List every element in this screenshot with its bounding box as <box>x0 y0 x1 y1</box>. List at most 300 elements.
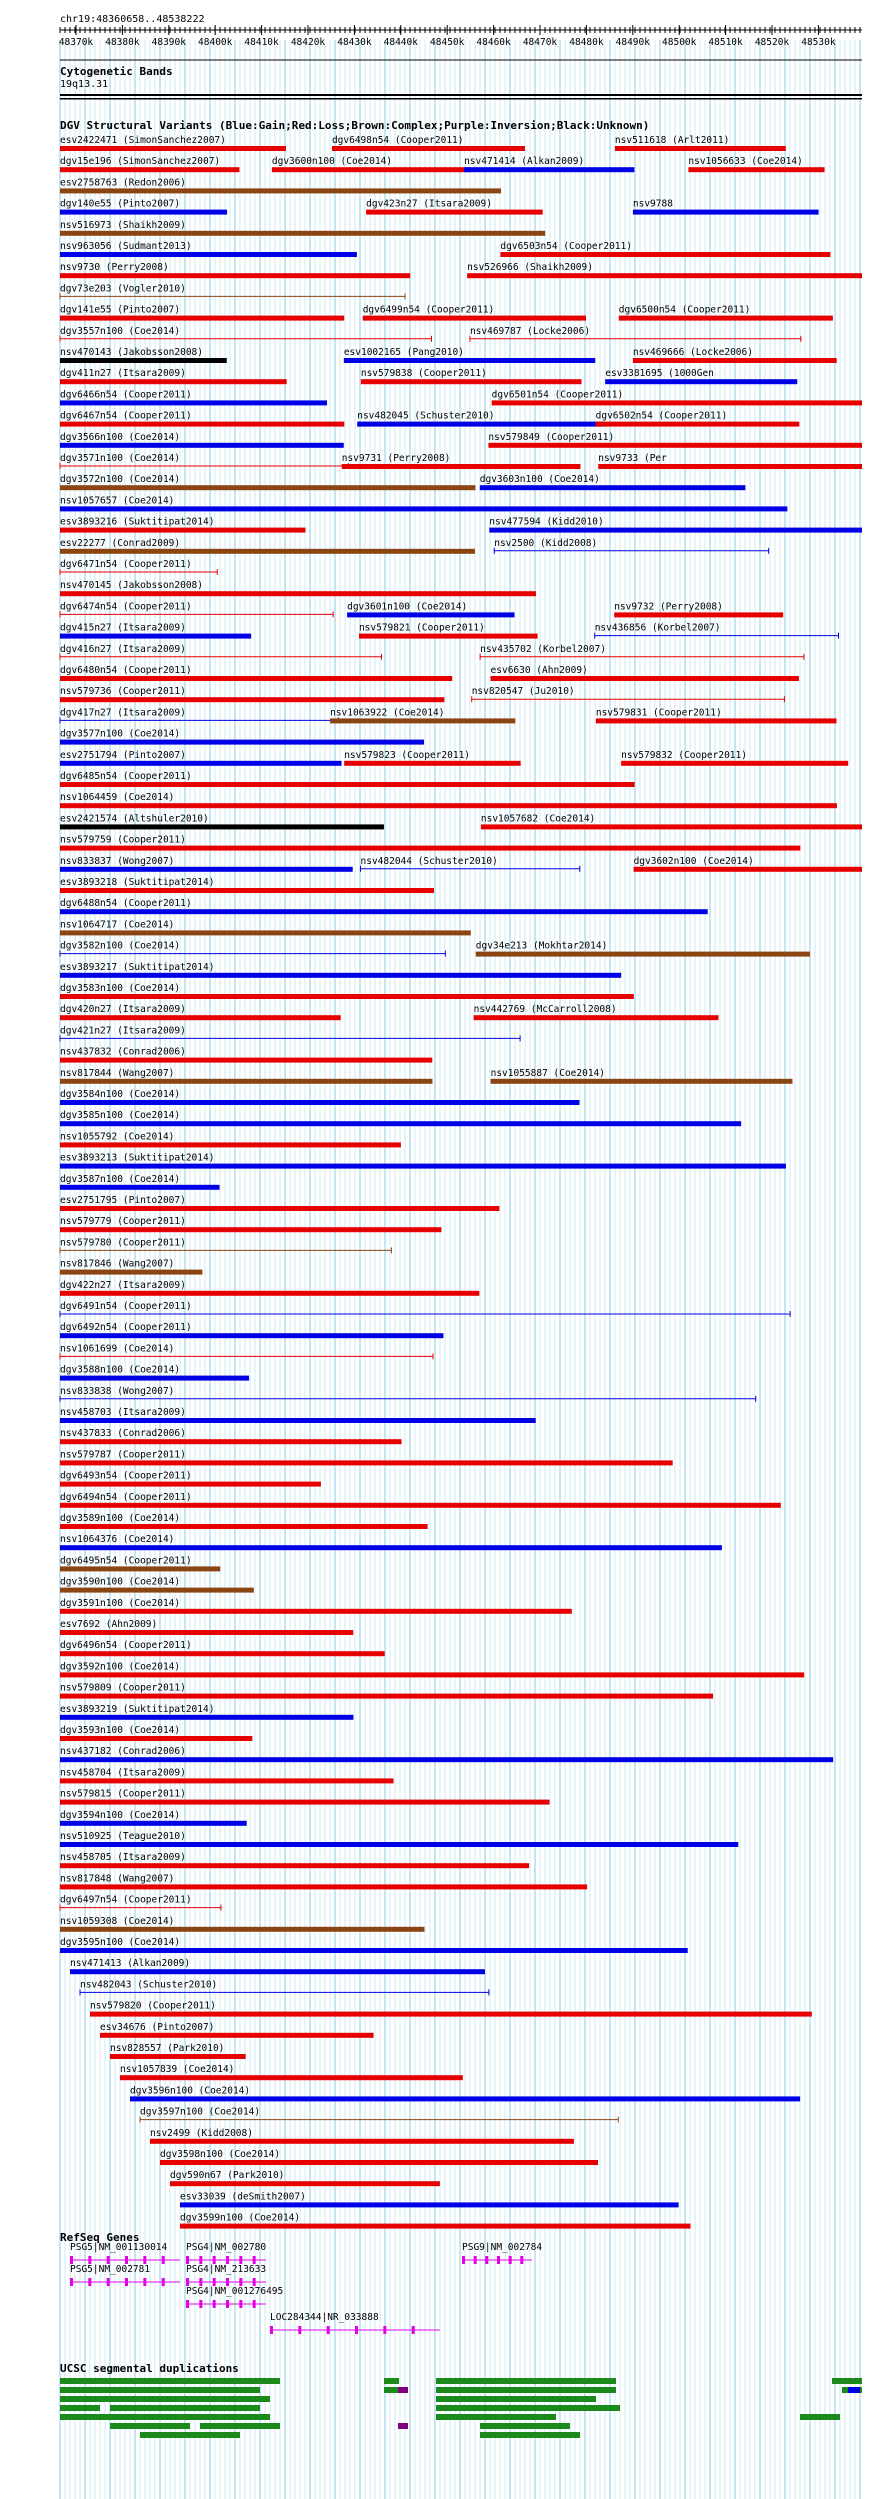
sv-feature-bar <box>60 549 475 554</box>
sv-label: nsv579823 (Cooper2011) <box>344 749 471 761</box>
sv-label: dgv3593n100 (Coe2014) <box>60 1725 181 1736</box>
sv-label: esv3893213 (Suktitipat2014) <box>60 1152 215 1164</box>
sv-label: dgv6480n54 (Cooper2011) <box>60 665 192 676</box>
sv-label: dgv6488n54 (Cooper2011) <box>60 898 192 910</box>
sv-label: dgv3582n100 (Coe2014) <box>60 940 181 952</box>
sv-label: nsv579815 (Cooper2011) <box>60 1788 186 1800</box>
ruler-tick-label: 48460k <box>476 37 511 48</box>
gene-exon <box>253 2278 256 2286</box>
gene-exon <box>125 2256 128 2264</box>
gene-label: LOC284344|NR_033888 <box>270 2312 379 2323</box>
sv-label: nsv469787 (Locke2006) <box>469 325 591 337</box>
gene-exon <box>474 2256 477 2264</box>
sv-feature-bar <box>619 316 833 321</box>
sv-feature-bar <box>180 2202 679 2207</box>
gene-exon <box>412 2326 415 2334</box>
sv-feature-bar <box>160 2160 598 2165</box>
sv-label: dgv6495n54 (Cooper2011) <box>60 1555 192 1567</box>
sv-feature-bar <box>344 761 520 766</box>
sv-label: dgv3600n100 (Coe2014) <box>271 156 392 168</box>
sv-label: dgv3592n100 (Coe2014) <box>60 1661 181 1673</box>
sv-label: dgv3599n100 (Coe2014) <box>180 2212 301 2224</box>
gene-exon <box>253 2256 256 2264</box>
dgv-track-title: DGV Structural Variants (Blue:Gain;Red:Loss;Brown:Complex;Purple:Inversion;Black:Unknown) <box>60 119 650 132</box>
sv-label: nsv579759 (Cooper2011) <box>60 834 186 846</box>
sv-label: esv3893218 (Suktitipat2014) <box>60 877 215 888</box>
sv-feature-bar <box>60 1927 424 1932</box>
sv-feature-bar <box>70 1969 485 1974</box>
position-label: chr19:48360658..48538222 <box>60 14 205 25</box>
cytoband-label: 19q13.31 <box>60 79 109 90</box>
sv-label: dgv6497n54 (Cooper2011) <box>60 1894 192 1906</box>
sv-label: dgv415n27 (Itsara2009) <box>60 622 186 634</box>
sv-feature-bar <box>464 167 634 172</box>
sv-feature-bar <box>359 634 538 639</box>
gene-exon <box>239 2278 242 2286</box>
sv-label: nsv579736 (Cooper2011) <box>60 686 186 698</box>
gene-exon <box>327 2326 330 2334</box>
sv-feature-bar <box>60 1863 529 1868</box>
sv-label: nsv469666 (Locke2006) <box>632 347 753 358</box>
sv-label: dgv6467n54 (Cooper2011) <box>60 410 192 422</box>
sv-feature-bar <box>60 188 501 193</box>
ruler-tick-label: 48370k <box>58 37 94 48</box>
sv-feature-bar <box>60 803 837 808</box>
gene-exon <box>143 2278 146 2286</box>
sv-feature-bar <box>60 528 305 533</box>
segdup-bar <box>436 2414 556 2420</box>
sv-label: dgv6503n54 (Cooper2011) <box>500 241 632 252</box>
sv-label: dgv3589n100 (Coe2014) <box>60 1513 181 1524</box>
segdup-bar <box>480 2432 580 2438</box>
sv-feature-bar <box>60 1100 579 1105</box>
sv-feature-bar <box>60 697 444 702</box>
sv-feature-bar <box>130 2096 800 2101</box>
sv-feature-bar <box>90 2012 812 2017</box>
sv-feature-bar <box>60 1842 738 1847</box>
ruler-tick-label: 48380k <box>105 37 140 48</box>
cytoband-bar <box>60 94 862 96</box>
sv-feature-bar <box>60 1821 247 1826</box>
sv-label: dgv423n27 (Itsara2009) <box>366 198 492 210</box>
sv-label: dgv3603n100 (Coe2014) <box>479 474 600 486</box>
sv-label: esv22277 (Conrad2009) <box>60 537 181 549</box>
sv-label: nsv435702 (Korbel2007) <box>480 643 606 655</box>
sv-label: dgv6500n54 (Cooper2011) <box>618 304 751 316</box>
sv-label: dgv3572n100 (Coe2014) <box>60 474 181 486</box>
segdup-bar <box>436 2378 616 2384</box>
sv-feature-bar <box>60 252 357 257</box>
sv-label: dgv3571n100 (Coe2014) <box>60 453 181 464</box>
sv-feature-bar <box>60 1757 833 1762</box>
gene-exon <box>199 2300 202 2308</box>
gene-label: PSG9|NM_002784 <box>462 2242 543 2253</box>
sv-label: nsv516973 (Shaikh2009) <box>60 219 186 231</box>
sv-feature-bar <box>60 1121 741 1126</box>
segdup-bar <box>480 2423 570 2429</box>
refseq-track-title: RefSeq Genes <box>60 2231 140 2244</box>
sv-label: dgv3557n100 (Coe2014) <box>60 325 181 337</box>
sv-feature-bar <box>60 1651 385 1656</box>
segdup-bar <box>60 2378 280 2384</box>
ruler-tick-label: 48530k <box>801 37 836 48</box>
sv-label: dgv3597n100 (Coe2014) <box>140 2106 261 2118</box>
sv-label: nsv458705 (Itsara2009) <box>60 1852 186 1864</box>
sv-feature-bar <box>60 634 251 639</box>
sv-label: nsv437832 (Conrad2006) <box>60 1046 186 1058</box>
sv-label: nsv437833 (Conrad2006) <box>60 1428 186 1440</box>
gene-exon <box>213 2300 216 2308</box>
gene-exon <box>125 2278 128 2286</box>
sv-feature-bar <box>330 718 515 723</box>
gene-exon <box>383 2326 386 2334</box>
sv-label: dgv6471n54 (Cooper2011) <box>60 559 192 570</box>
sv-feature-bar <box>492 400 862 405</box>
sv-label: nsv1055792 (Coe2014) <box>60 1131 175 1143</box>
gene-exon <box>509 2256 512 2264</box>
sv-label: nsv1057657 (Coe2014) <box>60 495 175 507</box>
sv-feature-bar <box>633 210 819 215</box>
gene-exon <box>107 2256 110 2264</box>
sv-feature-bar <box>272 167 471 172</box>
gene-exon <box>355 2326 358 2334</box>
sv-label: esv3893217 (Suktitipat2014) <box>60 961 215 973</box>
cytoband-bar-lower <box>60 98 862 100</box>
sv-label: esv33039 (deSmith2007) <box>180 2191 306 2203</box>
sv-label: nsv579821 (Cooper2011) <box>358 622 485 634</box>
sv-feature-bar <box>60 1588 254 1593</box>
sv-label: esv3893216 (Suktitipat2014) <box>60 516 215 528</box>
sv-feature-bar <box>634 867 862 872</box>
sv-label: nsv828557 (Park2010) <box>110 2043 225 2054</box>
sv-label: dgv590n67 (Park2010) <box>170 2170 285 2182</box>
sv-feature-bar <box>60 210 227 215</box>
sv-label: nsv9730 (Perry2008) <box>60 262 169 274</box>
sv-feature-bar <box>60 1333 443 1338</box>
sv-label: dgv3601n100 (Coe2014) <box>347 601 468 613</box>
sv-label: nsv470143 (Jakobsson2008) <box>60 347 203 358</box>
sv-label: dgv6499n54 (Cooper2011) <box>362 304 495 316</box>
sv-feature-bar <box>361 379 582 384</box>
sv-label: nsv579820 (Cooper2011) <box>90 2000 216 2012</box>
sv-label: dgv416n27 (Itsara2009) <box>60 643 186 655</box>
sv-label: nsv1064717 (Coe2014) <box>60 919 175 931</box>
sv-label: dgv6498n54 (Cooper2011) <box>331 135 464 146</box>
sv-feature-bar <box>60 146 286 151</box>
sv-feature-bar <box>344 358 595 363</box>
sv-feature-bar <box>60 1270 202 1275</box>
sv-label: esv2751795 (Pinto2007) <box>60 1195 186 1206</box>
gene-label: PSG4|NM_001276495 <box>186 2286 284 2297</box>
segdup-marker <box>398 2423 408 2429</box>
sv-label: dgv73e203 (Vogler2010) <box>60 283 186 295</box>
ruler-tick-label: 48390k <box>151 37 186 48</box>
segdup-bar <box>800 2414 840 2420</box>
gene-exon <box>485 2256 488 2264</box>
sv-feature-bar <box>120 2075 463 2080</box>
gene-exon <box>186 2300 189 2308</box>
sv-label: dgv3584n100 (Coe2014) <box>60 1089 181 1100</box>
sv-label: dgv6485n54 (Cooper2011) <box>60 771 192 782</box>
sv-feature-bar <box>60 824 384 829</box>
sv-feature-bar <box>332 146 525 151</box>
sv-feature-bar <box>60 443 344 448</box>
sv-feature-bar <box>60 1778 394 1783</box>
segdup-bar <box>110 2405 260 2411</box>
sv-label: esv2758763 (Redon2006) <box>60 177 186 189</box>
sv-label: nsv471414 (Alkan2009) <box>464 156 585 168</box>
sv-feature-bar <box>60 591 536 596</box>
sv-label: esv3893219 (Suktitipat2014) <box>60 1703 215 1715</box>
sv-label: nsv579787 (Cooper2011) <box>60 1449 186 1461</box>
sv-label: nsv1059308 (Coe2014) <box>60 1915 175 1927</box>
sv-label: dgv411n27 (Itsara2009) <box>60 368 186 380</box>
sv-label: dgv6493n54 (Cooper2011) <box>60 1470 192 1482</box>
segdup-track-title: UCSC segmental duplications <box>60 2362 239 2375</box>
ruler-tick-label: 48400k <box>198 37 233 48</box>
sv-label: nsv579832 (Cooper2011) <box>621 749 747 761</box>
sv-feature-bar <box>60 1694 713 1699</box>
sv-feature-bar <box>491 1079 793 1084</box>
sv-feature-bar <box>363 316 586 321</box>
segdup-bar <box>140 2432 240 2438</box>
gene-exon <box>143 2256 146 2264</box>
sv-feature-bar <box>60 973 621 978</box>
sv-label: dgv6492n54 (Cooper2011) <box>60 1322 192 1334</box>
sv-feature-bar <box>60 1079 432 1084</box>
cytoband-title: Cytogenetic Bands <box>60 65 173 78</box>
sv-label: dgv3598n100 (Coe2014) <box>160 2149 281 2160</box>
gene-exon <box>497 2256 500 2264</box>
ruler-tick-label: 48510k <box>708 37 743 48</box>
sv-feature-bar <box>481 824 862 829</box>
sv-feature-bar <box>60 1164 786 1169</box>
sv-feature-bar <box>357 422 603 427</box>
sv-label: dgv6501n54 (Cooper2011) <box>491 389 624 401</box>
sv-label: nsv579849 (Cooper2011) <box>488 431 615 443</box>
sv-label: dgv6474n54 (Cooper2011) <box>60 601 192 613</box>
sv-feature-bar <box>60 1609 572 1614</box>
sv-feature-bar <box>488 443 862 448</box>
gene-exon <box>70 2256 73 2264</box>
gene-exon <box>186 2278 189 2286</box>
sv-label: nsv579809 (Cooper2011) <box>60 1682 186 1694</box>
ruler-tick-label: 48410k <box>244 37 279 48</box>
sv-label: dgv3590n100 (Coe2014) <box>60 1576 181 1588</box>
sv-label: dgv34e213 (Mokhtar2014) <box>475 940 608 952</box>
sv-label: dgv3602n100 (Coe2014) <box>633 855 754 867</box>
sv-feature-bar <box>605 379 797 384</box>
sv-feature-bar <box>150 2139 574 2144</box>
sv-feature-bar <box>491 676 799 681</box>
sv-label: nsv579838 (Cooper2011) <box>360 368 487 380</box>
sv-label: dgv6491n54 (Cooper2011) <box>60 1301 192 1312</box>
sv-feature-bar <box>60 676 452 681</box>
gene-exon <box>226 2278 229 2286</box>
gene-exon <box>226 2256 229 2264</box>
sv-label: nsv1057682 (Coe2014) <box>480 813 596 825</box>
sv-feature-bar <box>621 761 848 766</box>
sv-label: nsv436856 (Korbel2007) <box>594 622 721 634</box>
sv-label: nsv510925 (Teague2010) <box>60 1831 186 1842</box>
ruler-tick-label: 48500k <box>662 37 697 48</box>
sv-label: nsv833837 (Wong2007) <box>60 855 175 867</box>
sv-feature-bar <box>60 1418 536 1423</box>
sv-label: esv2421574 (Altshuler2010) <box>60 813 209 825</box>
sv-feature-bar <box>60 1227 441 1232</box>
sv-label: nsv458704 (Itsara2009) <box>60 1767 186 1779</box>
sv-label: dgv422n27 (Itsara2009) <box>60 1279 186 1291</box>
sv-label: dgv417n27 (Itsara2009) <box>60 707 186 719</box>
sv-label: nsv817846 (Wang2007) <box>60 1258 175 1270</box>
sv-feature-bar <box>60 1439 402 1444</box>
sv-feature-bar <box>467 273 862 278</box>
sv-label: dgv3596n100 (Coe2014) <box>130 2085 251 2097</box>
sv-label: dgv3587n100 (Coe2014) <box>60 1173 181 1185</box>
sv-label: dgv6496n54 (Cooper2011) <box>60 1640 192 1652</box>
sv-feature-bar <box>60 1884 587 1889</box>
sv-label: dgv3595n100 (Coe2014) <box>60 1937 181 1948</box>
sv-feature-bar <box>60 1524 428 1529</box>
sv-label: dgv3588n100 (Coe2014) <box>60 1364 181 1376</box>
sv-label: nsv817844 (Wang2007) <box>60 1067 175 1079</box>
gene-exon <box>186 2256 189 2264</box>
sv-feature-bar <box>60 1630 353 1635</box>
sv-feature-bar <box>60 740 424 745</box>
sv-feature-bar <box>614 612 783 617</box>
sv-label: nsv526966 (Shaikh2009) <box>467 262 593 274</box>
segdup-bar <box>60 2414 160 2420</box>
sv-feature-bar <box>60 1206 499 1211</box>
segdup-bar <box>436 2405 566 2411</box>
sv-feature-bar <box>598 464 862 469</box>
sv-feature-bar <box>366 210 543 215</box>
ruler-tick-label: 48420k <box>290 37 326 48</box>
sv-label: dgv6466n54 (Cooper2011) <box>60 389 192 401</box>
sv-feature-bar <box>474 1015 719 1020</box>
sv-feature-bar <box>60 231 545 236</box>
sv-feature-bar <box>60 994 634 999</box>
sv-label: nsv579780 (Cooper2011) <box>60 1237 186 1249</box>
sv-label: nsv482045 (Schuster2010) <box>357 410 495 422</box>
sv-feature-bar <box>489 528 862 533</box>
sv-label: nsv9731 (Perry2008) <box>341 453 451 464</box>
sv-label: nsv1061699 (Coe2014) <box>60 1343 175 1355</box>
sv-feature-bar <box>60 422 344 427</box>
segdup-bar <box>560 2405 620 2411</box>
gene-label: PSG5|NM_001130014 <box>70 2242 168 2253</box>
sv-label: nsv1055887 (Coe2014) <box>490 1067 605 1079</box>
sv-feature-bar <box>60 1142 401 1147</box>
sv-label: nsv1057839 (Coe2014) <box>120 2064 235 2076</box>
sv-label: esv2751794 (Pinto2007) <box>60 749 186 761</box>
gene-exon <box>107 2278 110 2286</box>
sv-label: dgv6502n54 (Cooper2011) <box>595 410 728 422</box>
ruler-tick-label: 48430k <box>337 37 372 48</box>
gene-label: PSG4|NM_002780 <box>186 2242 267 2253</box>
gene-exon <box>226 2300 229 2308</box>
sv-feature-bar <box>170 2181 440 2186</box>
gene-exon <box>213 2256 216 2264</box>
sv-feature-bar <box>180 2224 691 2229</box>
sv-label: esv6630 (Ahn2009) <box>490 665 588 676</box>
gene-exon <box>199 2256 202 2264</box>
sv-label: dgv3591n100 (Coe2014) <box>60 1597 181 1609</box>
gene-label: PSG5|NM_002781 <box>70 2264 151 2275</box>
segdup-bar <box>832 2378 862 2384</box>
sv-feature-bar <box>60 1058 432 1063</box>
sv-feature-bar <box>60 379 287 384</box>
gene-exon <box>462 2256 465 2264</box>
sv-feature-bar <box>60 867 353 872</box>
sv-feature-bar <box>60 400 327 405</box>
gene-exon <box>213 2278 216 2286</box>
sv-feature-bar <box>100 2033 374 2038</box>
sv-label: nsv2500 (Kidd2008) <box>494 537 598 549</box>
sv-label: nsv9733 (Per <box>598 453 667 464</box>
sv-feature-bar <box>60 761 342 766</box>
sv-feature-bar <box>60 888 434 893</box>
sv-feature-bar <box>60 1015 341 1020</box>
sv-feature-bar <box>60 273 410 278</box>
segdup-bar <box>384 2387 399 2393</box>
sv-feature-bar <box>60 485 475 490</box>
sv-feature-bar <box>60 1736 252 1741</box>
sv-label: nsv1064376 (Coe2014) <box>60 1534 175 1546</box>
gene-exon <box>162 2256 165 2264</box>
gene-exon <box>298 2326 301 2334</box>
sv-label: dgv6494n54 (Cooper2011) <box>60 1491 192 1503</box>
segdup-bar <box>200 2423 280 2429</box>
sv-label: esv34676 (Pinto2007) <box>100 2021 215 2033</box>
ruler-tick-label: 48480k <box>569 37 604 48</box>
gene-exon <box>88 2256 91 2264</box>
segdup-marker <box>848 2387 860 2393</box>
gene-exon <box>70 2278 73 2286</box>
sv-feature-bar <box>60 909 708 914</box>
sv-label: dgv15e196 (SimonSanchez2007) <box>60 156 221 168</box>
sv-feature-bar <box>596 718 837 723</box>
sv-feature-bar <box>60 1482 321 1487</box>
sv-feature-bar <box>60 1291 479 1296</box>
sv-label: dgv141e55 (Pinto2007) <box>60 304 181 316</box>
sv-label: nsv482044 (Schuster2010) <box>360 855 498 867</box>
sv-feature-bar <box>60 1715 353 1720</box>
sv-feature-bar <box>60 1545 722 1550</box>
sv-label: dgv3566n100 (Coe2014) <box>60 431 181 443</box>
sv-label: nsv820547 (Ju2010) <box>471 686 575 698</box>
sv-feature-bar <box>500 252 830 257</box>
sv-feature-bar <box>347 612 514 617</box>
sv-label: esv7692 (Ahn2009) <box>60 1619 158 1630</box>
sv-label: dgv420n27 (Itsara2009) <box>60 1004 186 1016</box>
segdup-marker <box>398 2387 408 2393</box>
sv-feature-bar <box>110 2054 246 2059</box>
sv-label: nsv833838 (Wong2007) <box>60 1385 175 1397</box>
sv-label: nsv511618 (Arlt2011) <box>614 135 730 146</box>
gene-exon <box>162 2278 165 2286</box>
sv-feature-bar <box>60 1503 781 1508</box>
sv-feature-bar <box>60 167 239 172</box>
gene-exon <box>253 2300 256 2308</box>
sv-feature-bar <box>60 930 471 935</box>
sv-label: nsv2499 (Kidd2008) <box>150 2127 253 2139</box>
sv-label: nsv477594 (Kidd2010) <box>489 516 604 528</box>
segdup-bar <box>160 2414 270 2420</box>
sv-label: dgv3585n100 (Coe2014) <box>60 1110 181 1122</box>
gene-exon <box>88 2278 91 2286</box>
sv-label: nsv1063922 (Coe2014) <box>330 707 445 719</box>
